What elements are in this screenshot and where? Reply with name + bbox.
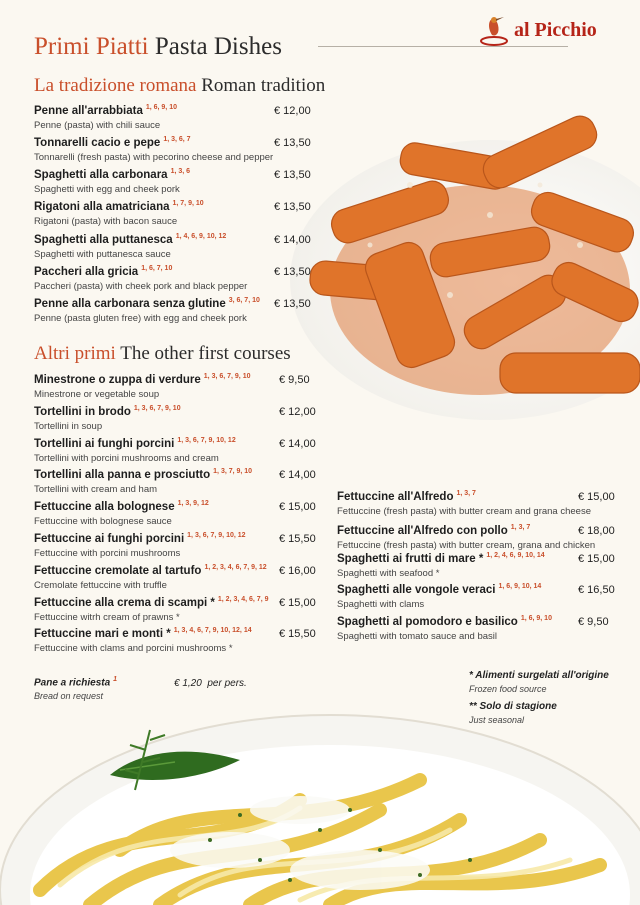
menu-item-description: Spaghetti with puttanesca sauce: [34, 249, 171, 260]
menu-item-name: Spaghetti alla puttanesca: [34, 234, 173, 246]
allergen-numbers: 1, 3, 7, 9, 10: [213, 468, 253, 475]
menu-item: [34, 104, 177, 131]
menu-item-price: € 9,50: [279, 374, 310, 386]
allergen-numbers: 1, 3, 6, 7, 9, 10, 12: [187, 532, 246, 539]
menu-item: [34, 627, 252, 654]
fettuccine-dish-image: [0, 690, 640, 905]
menu-item: [34, 564, 267, 591]
bread-price: € 1,20 per pers.: [174, 678, 247, 689]
note-seasonal-sub: Just seasonal: [469, 715, 525, 725]
menu-item-price: € 12,00: [274, 105, 311, 117]
menu-item-name: Tortellini in brodo: [34, 406, 131, 418]
menu-item: [34, 168, 190, 195]
menu-item-price: € 18,00: [578, 525, 615, 537]
rigatoni-dish-image: [290, 95, 640, 430]
menu-item: [34, 373, 250, 400]
menu-item: [337, 615, 552, 642]
allergen-numbers: 1, 3, 6: [170, 168, 191, 175]
menu-item-price: € 13,50: [274, 169, 311, 181]
menu-item: [34, 500, 209, 527]
menu-item-name: Fettuccine cremolate al tartufo: [34, 565, 202, 577]
menu-item-description: Spaghetti with clams: [337, 599, 425, 610]
allergen-numbers: 1, 3, 9, 12: [177, 500, 209, 507]
menu-item-name: Tortellini ai funghi porcini: [34, 438, 175, 450]
menu-item-price: € 15,00: [578, 553, 615, 565]
title-english: Pasta Dishes: [154, 33, 282, 60]
menu-item-price: € 13,50: [274, 201, 311, 213]
menu-item-description: Penne (pasta) with chili sauce: [34, 120, 161, 131]
menu-item-name: Minestrone o zuppa di verdure: [34, 374, 201, 386]
bread-allergens: 1: [113, 676, 118, 683]
menu-item-name: Penne all'arrabbiata: [34, 105, 143, 117]
menu-item-name: Spaghetti alla carbonara: [34, 169, 168, 181]
allergen-numbers: 1, 3, 7: [456, 490, 476, 497]
menu-item-name: Tonnarelli cacio e pepe: [34, 137, 161, 149]
menu-item-name: Fettuccine alla bolognese: [34, 501, 175, 513]
section-title-english: Roman tradition: [201, 75, 326, 96]
allergen-numbers: 1, 7, 9, 10: [172, 200, 204, 207]
allergen-numbers: 1, 6, 9, 10, 14: [498, 583, 542, 590]
allergen-numbers: 1, 3, 4, 6, 7, 9, 10, 12, 14: [173, 627, 252, 634]
bread-name: Pane a richiesta: [34, 677, 111, 689]
allergen-numbers: 1, 2, 3, 4, 6, 7, 9: [217, 596, 269, 603]
page-title: [34, 33, 282, 61]
menu-item-name: Penne alla carbonara senza glutine: [34, 298, 226, 310]
menu-item-description: Spaghetti with egg and cheek pork: [34, 184, 180, 195]
menu-item-description: Minestrone or vegetable soup: [34, 389, 160, 400]
allergen-numbers: 1, 2, 4, 6, 9, 10, 14: [486, 552, 545, 559]
menu-item-price: € 9,50: [578, 616, 609, 628]
menu-item-description: Fettuccine with porcini mushrooms: [34, 548, 181, 559]
menu-item: [337, 524, 595, 551]
allergen-numbers: 1, 3, 7: [510, 524, 531, 531]
menu-item-price: € 12,00: [279, 406, 316, 418]
menu-item-description: Paccheri (pasta) with cheek pork and black pepper: [34, 281, 248, 292]
menu-item: [34, 468, 252, 495]
menu-item: [337, 552, 545, 579]
menu-item: [34, 596, 268, 623]
bread-description: Bread on request: [34, 691, 104, 702]
menu-item-price: € 15,00: [279, 501, 316, 513]
menu-item-name: Rigatoni alla amatriciana: [34, 201, 170, 213]
section-title-italian: La tradizione romana: [34, 75, 197, 96]
menu-item-description: Cremolate fettuccine with truffle: [34, 580, 167, 591]
allergen-numbers: 1, 4, 6, 9, 10, 12: [175, 233, 227, 240]
menu-item-price: € 15,00: [279, 597, 316, 609]
menu-item: [34, 437, 236, 464]
menu-item-description: Spaghetti with tomato sauce and basil: [337, 631, 498, 642]
menu-item-name: Fettuccine alla crema di scampi *: [34, 597, 215, 609]
menu-item-description: Fettuccine with bolognese sauce: [34, 516, 172, 527]
menu-item-name: Fettuccine mari e monti *: [34, 628, 171, 640]
note-frozen-title: * Alimenti surgelati all'origine: [469, 670, 609, 681]
woodpecker-logo-icon: [478, 13, 510, 47]
logo-text: al Picchio: [514, 18, 597, 41]
menu-item-price: € 16,50: [578, 584, 615, 596]
menu-item-price: € 15,50: [279, 533, 316, 545]
menu-item: [34, 136, 273, 163]
menu-item-description: Tortellini with cream and ham: [34, 484, 158, 495]
allergen-numbers: 1, 3, 6, 7, 9, 10: [133, 405, 181, 412]
note-seasonal-title: ** Solo di stagione: [469, 701, 557, 712]
menu-item-name: Tortellini alla panna e prosciutto: [34, 469, 211, 481]
menu-item-name: Spaghetti al pomodoro e basilico: [337, 616, 518, 628]
allergen-numbers: 1, 6, 9, 10: [145, 104, 177, 111]
note-frozen-sub: Frozen food source: [469, 684, 547, 694]
menu-item-price: € 13,50: [274, 266, 311, 278]
menu-item-description: Tonnarelli (fresh pasta) with pecorino cheese and pepper: [34, 152, 274, 163]
menu-item-price: € 13,50: [274, 137, 311, 149]
menu-item-price: € 16,00: [279, 565, 316, 577]
allergen-numbers: 1, 6, 9, 10: [520, 615, 552, 622]
menu-item-name: Fettuccine all'Alfredo: [337, 491, 454, 503]
title-italian: Primi Piatti: [34, 33, 149, 60]
allergen-numbers: 1, 3, 6, 7, 9, 10: [203, 373, 251, 380]
menu-item: [34, 233, 226, 260]
menu-item: [337, 583, 541, 610]
section-other-first-courses: [34, 343, 291, 365]
menu-item-description: Fettuccine (fresh pasta) with butter cream, grana and chicken: [337, 540, 596, 551]
menu-item-description: Fettuccine with clams and porcini mushrooms *: [34, 643, 233, 654]
allergen-numbers: 1, 3, 6, 7: [163, 136, 191, 143]
menu-item-description: Penne (pasta gluten free) with egg and cheek pork: [34, 313, 247, 324]
menu-item-price: € 14,00: [274, 234, 311, 246]
menu-item-description: Tortellini in soup: [34, 421, 103, 432]
menu-item-description: Tortellini with porcini mushrooms and cream: [34, 453, 219, 464]
menu-item-description: Spaghetti with seafood *: [337, 568, 440, 579]
menu-item: [34, 405, 181, 432]
menu-item-name: Spaghetti ai frutti di mare *: [337, 553, 484, 565]
menu-item-description: Rigatoni (pasta) with bacon sauce: [34, 216, 178, 227]
allergen-numbers: 3, 6, 7, 10: [228, 297, 260, 304]
allergen-numbers: 1, 2, 3, 4, 6, 7, 9, 12: [204, 564, 267, 571]
menu-item-price: € 14,00: [279, 438, 316, 450]
menu-item: [34, 297, 260, 324]
menu-item-description: Fettuccine (fresh pasta) with butter cream and grana cheese: [337, 506, 591, 517]
menu-item-price: € 13,50: [274, 298, 311, 310]
menu-item: [34, 265, 247, 292]
menu-item: [34, 532, 246, 559]
allergen-numbers: 1, 3, 6, 7, 9, 10, 12: [177, 437, 236, 444]
menu-item-name: Fettuccine ai funghi porcini: [34, 533, 185, 545]
menu-item-description: Fettuccine witrh cream of prawns *: [34, 612, 180, 623]
menu-item-price: € 15,00: [578, 491, 615, 503]
menu-item-price: € 15,50: [279, 628, 316, 640]
restaurant-logo: [478, 12, 628, 48]
section-title-english: The other first courses: [120, 343, 291, 364]
menu-item-name: Fettuccine all'Alfredo con pollo: [337, 525, 508, 537]
menu-item-price: € 14,00: [279, 469, 316, 481]
section-title-italian: Altri primi: [34, 343, 116, 364]
menu-item: [337, 490, 591, 517]
menu-item-name: Spaghetti alle vongole veraci: [337, 584, 496, 596]
menu-item: [34, 200, 204, 227]
menu-item-name: Paccheri alla gricia: [34, 266, 139, 278]
section-roman-tradition: [34, 75, 325, 97]
allergen-numbers: 1, 6, 7, 10: [141, 265, 173, 272]
